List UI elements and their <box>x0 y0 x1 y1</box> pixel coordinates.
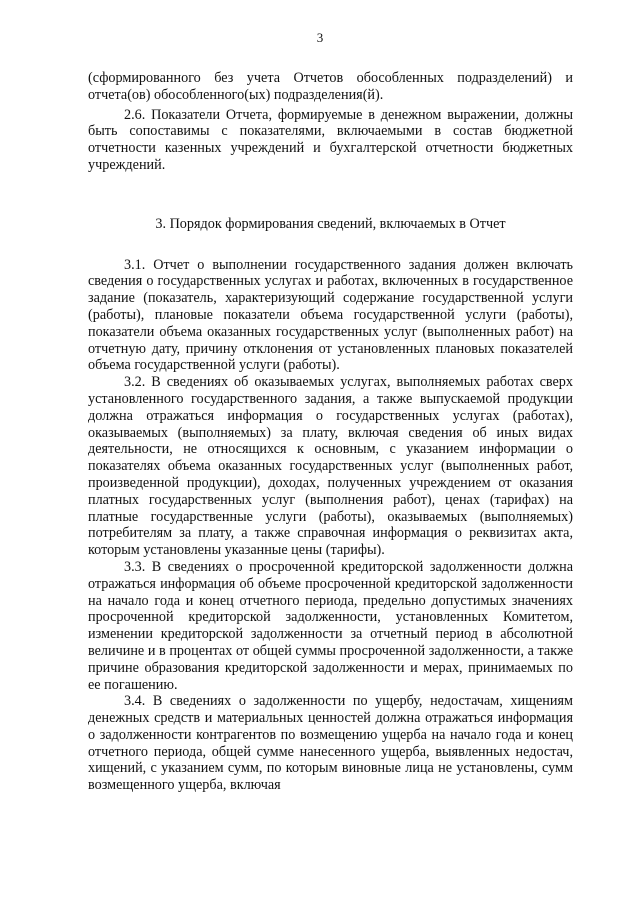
paragraph-continuation: (сформированного без учета Отчетов обособленных подразделений) и отчета(ов) обособленного(ых) подразделения(й). <box>88 70 573 103</box>
paragraph-2-6: 2.6. Показатели Отчета, формируемые в денежном выражении, должны быть сопоставимы с показателями, включаемыми в состав бюджетной отчетности казенных учреждений и бухгалтерской отчетности бюджетных учреждений. <box>88 106 573 173</box>
paragraph-3-2: 3.2. В сведениях об оказываемых услугах, выполняемых работах сверх установленного государственного задания, а также выпускаемой продукции должна отражаться информация о государственных услугах (работах), оказываемых (выполняемых) за плату, включая сведения об иных видах деятельности, не относящихся к основным, с указанием информации о показателях объема оказанных государственных услуг (выполненных работ, произведенной продукции), доходах, полученных учреждением от оказания платных государственных услуг (выполнения работ), ценах (тарифах) на платные государственные услуги (работы), оказываемых (выполняемых) потребителям за плату, а также справочная информация о реквизитах акта, которым установлены указанные цены (тарифы). <box>88 374 573 559</box>
section-title: 3. Порядок формирования сведений, включаемых в Отчет <box>155 215 506 232</box>
paragraph-3-3: 3.3. В сведениях о просроченной кредиторской задолженности должна отражаться информация об объеме просроченной кредиторской задолженности на начало года и конец отчетного периода, предельно допустимых значениях просроченной кредиторской задолженности, установленных Комитетом, изменении кредиторской задолженности за отчетный период в абсолютной величине и в процентах от общей суммы просроченной задолженности, а также причине образования кредиторской задолженности и мерах, принимаемых по ее погашению. <box>88 558 573 693</box>
paragraph-3-4: 3.4. В сведениях о задолженности по ущербу, недостачам, хищениям денежных средств и материальных ценностей должна отражаться информация о задолженности контрагентов по возмещению ущерба на начало года и конец отчетного периода, общей сумме нанесенного ущерба, выявленных недостач, хищений, с указанием сумм, по которым виновные лица не установлены, сумм возмещенного ущерба, включая <box>88 693 573 794</box>
document-body <box>88 70 573 794</box>
page-number: 3 <box>316 30 324 45</box>
paragraph-3-1: 3.1. Отчет о выполнении государственного задания должен включать сведения о государственных услугах и работах, включенных в государственное задание (показатель, характеризующий содержание государственной услуги (работы), плановые показатели объема государственной услуги (работы), показатели объема оказанных государственных услуг (выполненных работ) на отчетную дату, причину отклонения от установленных плановых показателей объема государственной услуги (работы). <box>88 256 573 374</box>
